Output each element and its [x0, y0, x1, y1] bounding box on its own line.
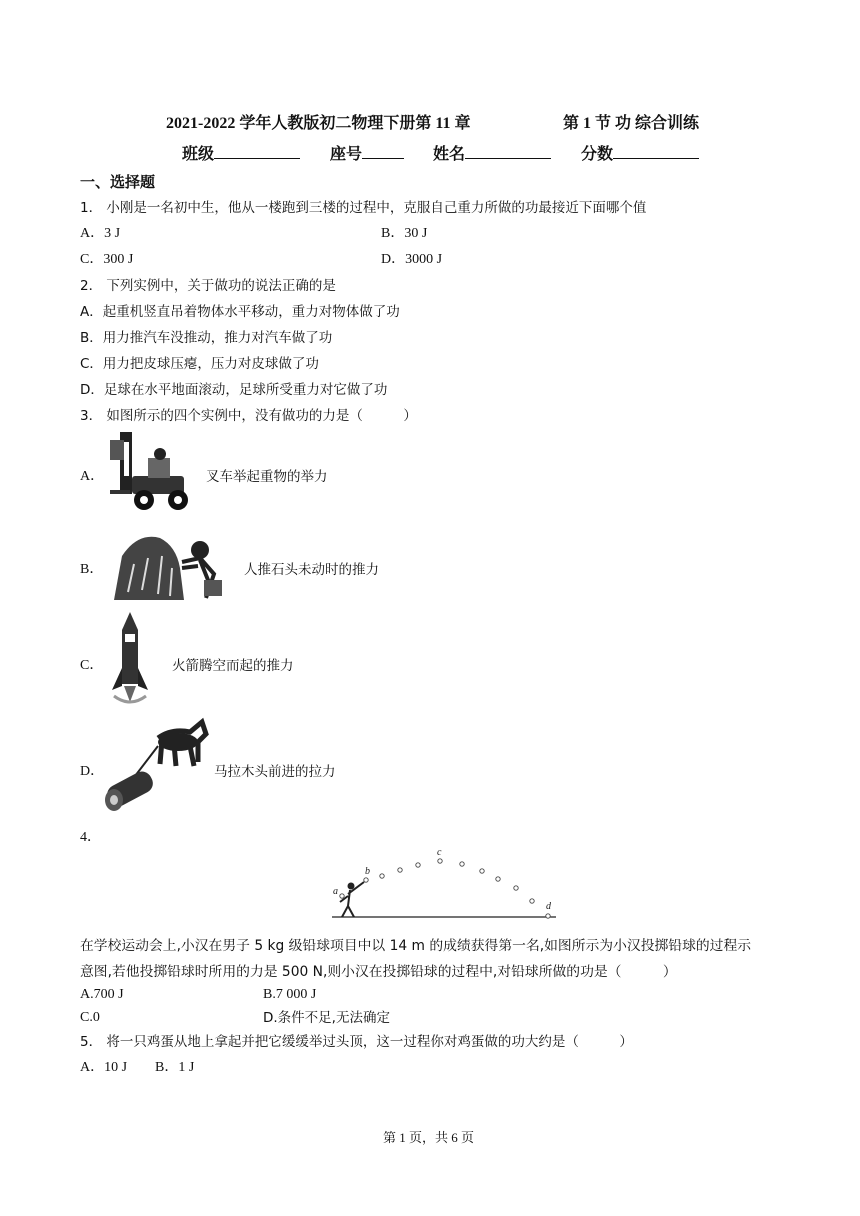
q2-option-b: B．用力推汽车没推动，推力对汽车做了功 — [80, 330, 333, 346]
q1-stem: 1． 小刚是一名初中生，他从一楼跑到三楼的过程中，克服自己重力所做的功最接近下面哪个值 — [80, 200, 647, 216]
q2-option-a: A．起重机竖直吊着物体水平移动，重力对物体做了功 — [80, 304, 400, 320]
q4-option-c: C.0 — [80, 1010, 100, 1025]
q3-option-b-text: 人推石头未动时的推力 — [244, 562, 379, 578]
person-pushing-rock-image — [108, 528, 238, 604]
q3-option-d-label: D． — [80, 764, 105, 779]
q3-option-d-text: 马拉木头前进的拉力 — [214, 764, 336, 780]
field-name-blank — [465, 144, 551, 159]
page-footer: 第 1 页，共 6 页 — [383, 1130, 475, 1145]
q3-option-a-label: A． — [80, 469, 105, 484]
q3-option-c-label: C． — [80, 658, 104, 673]
field-name — [433, 141, 551, 164]
q4-option-b: B.7 000 J — [263, 987, 317, 1002]
fig-label-b: b — [365, 866, 370, 877]
section-heading: 一、选择题 — [80, 173, 156, 191]
q4-stem-line2: 意图,若他投掷铅球时所用的力是 500 N,则小汉在投掷铅球的过程中,对铅球所做的功是（ ） — [80, 964, 677, 980]
q4-option-a: A.700 J — [80, 987, 124, 1002]
q3-option-c-text: 火箭腾空而起的推力 — [172, 658, 294, 674]
shot-put-trajectory-figure — [328, 846, 560, 922]
fig-label-a: a — [333, 886, 338, 897]
q3-option-a-text: 叉车举起重物的举力 — [206, 469, 328, 485]
q1-option-b: B．30 J — [381, 226, 428, 241]
q4-stem-line1: 在学校运动会上,小汉在男子 5 kg 级铅球项目中以 14 m 的成绩获得第一名,如图所示为小汉投掷铅球的过程示 — [80, 938, 752, 954]
fig-label-c: c — [437, 847, 442, 858]
field-class-label: 班级 — [182, 146, 215, 163]
field-score — [581, 141, 699, 164]
q3-stem: 3． 如图所示的四个实例中，没有做功的力是（ ） — [80, 408, 417, 424]
q2-option-d: D．足球在水平地面滚动，足球所受重力对它做了功 — [80, 382, 388, 398]
field-class-blank — [214, 144, 300, 159]
field-seat-label: 座号 — [330, 146, 363, 163]
field-seat-blank — [362, 144, 404, 159]
q5-stem: 5． 将一只鸡蛋从地上拿起并把它缓缓举过头顶，这一过程你对鸡蛋做的功大约是（ ） — [80, 1034, 633, 1050]
field-name-label: 姓名 — [433, 146, 466, 163]
field-class — [182, 141, 300, 164]
q2-stem: 2． 下列实例中，关于做功的说法正确的是 — [80, 278, 336, 294]
forklift-image — [108, 430, 200, 514]
q3-option-b-label: B． — [80, 562, 104, 577]
q5-options-ab: A．10 J B．1 J — [80, 1060, 195, 1075]
q2-option-c: C．用力把皮球压瘪，压力对皮球做了功 — [80, 356, 319, 372]
doc-title-right: 第 1 节 功 综合训练 — [563, 115, 700, 132]
q1-option-d: D．3000 J — [381, 252, 443, 267]
q4-number: 4． — [80, 830, 101, 845]
field-score-blank — [613, 144, 699, 159]
q1-option-c: C．300 J — [80, 252, 134, 267]
q4-option-d: D.条件不足,无法确定 — [263, 1010, 390, 1026]
q1-option-a: A．3 J — [80, 226, 121, 241]
field-score-label: 分数 — [581, 146, 614, 163]
horse-pulling-log-image — [102, 716, 212, 816]
doc-title-left: 2021-2022 学年人教版初二物理下册第 11 章 — [166, 115, 471, 132]
fig-label-d: d — [546, 901, 551, 912]
field-seat — [330, 141, 404, 164]
rocket-image — [104, 610, 156, 710]
